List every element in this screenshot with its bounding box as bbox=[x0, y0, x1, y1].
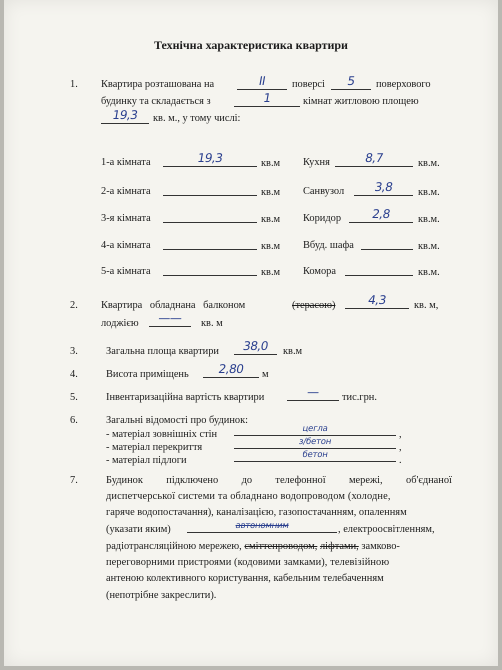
total-area-value: 38,0 bbox=[241, 339, 270, 353]
s7-l5b: замково- bbox=[361, 541, 400, 552]
wardrobe-unit: кв.м. bbox=[418, 241, 440, 252]
inventory-value-unit: тис.грн. bbox=[342, 392, 377, 403]
s7-line-1 bbox=[106, 475, 452, 487]
ceiling-label: - матеріал перекриття bbox=[106, 442, 203, 453]
section-1-number: 1. bbox=[70, 79, 78, 90]
page-title: Технічна характеристика квартири bbox=[154, 38, 348, 52]
s7-line-6: переговорними пристроями (кодовими замками), телевізійною bbox=[106, 557, 390, 568]
floor-value: II bbox=[257, 74, 267, 88]
building-info-label: Загальні відомості про будинок: bbox=[106, 415, 249, 426]
room-3-field bbox=[163, 208, 257, 223]
s7-l1c: до bbox=[241, 475, 253, 486]
s2-text-b: лоджією bbox=[101, 318, 139, 329]
s1-text-d: будинку та складається з bbox=[101, 96, 211, 107]
s7-l5-garbage-chute-struck: сміттепроводом, bbox=[244, 541, 318, 552]
room-4-field bbox=[163, 235, 257, 250]
s1-text-a: Квартира розташована на bbox=[101, 79, 215, 90]
room-5-unit: кв.м bbox=[261, 267, 281, 278]
height-label: Висота приміщень bbox=[106, 369, 189, 380]
bathroom-field bbox=[354, 181, 413, 196]
room-1-field bbox=[163, 152, 257, 167]
s7-line-3: гаряче водопостачання), каналізацією, газопостачанням, опаленням bbox=[106, 507, 407, 518]
s7-l1b: підключено bbox=[166, 475, 219, 486]
heating-type-value: автономним bbox=[234, 521, 290, 531]
living-area-field bbox=[101, 109, 149, 124]
kitchen-unit: кв.м. bbox=[418, 158, 440, 169]
s7-line-2: диспетчерської системи та обладнано водопроводом (холодне, bbox=[106, 491, 391, 502]
room-2-field bbox=[163, 181, 257, 196]
balcony-field bbox=[345, 294, 409, 309]
s1-text-f: кв. м., у тому числі: bbox=[153, 113, 241, 124]
balcony-value: 4,3 bbox=[366, 293, 388, 307]
section-4-number: 4. bbox=[70, 369, 78, 380]
section-5-number: 5. bbox=[70, 392, 78, 403]
total-area-label: Загальна площа квартири bbox=[106, 346, 219, 357]
s7-line-8: (непотрібне закреслити). bbox=[106, 590, 217, 601]
room-4-unit: кв.м bbox=[261, 241, 281, 252]
walls-label: - матеріал зовнішніх стін bbox=[106, 429, 218, 440]
living-area-value: 19,3 bbox=[111, 108, 139, 122]
inventory-value-label: Інвентаризаційна вартість квартири bbox=[106, 392, 265, 403]
corridor-value: 2,8 bbox=[370, 207, 392, 221]
ceiling-value: з/бетон bbox=[298, 437, 332, 447]
room-3-label: 3-я кімната bbox=[101, 213, 151, 224]
s2-terrace-struck: (терасою) bbox=[292, 300, 336, 311]
rooms-count-field bbox=[234, 92, 300, 107]
inventory-value-field bbox=[287, 386, 339, 401]
corridor-label: Коридор bbox=[303, 213, 342, 224]
storage-label: Комора bbox=[303, 266, 336, 277]
room-5-label: 5-а кімната bbox=[101, 266, 151, 277]
document-page bbox=[4, 0, 498, 666]
kitchen-field bbox=[335, 152, 413, 167]
wardrobe-label: Вбуд. шафа bbox=[303, 240, 354, 251]
floor-material-label: - матеріал підлоги bbox=[106, 455, 187, 466]
room-2-label: 2-а кімната bbox=[101, 186, 151, 197]
s7-l1a: Будинок bbox=[106, 475, 143, 486]
s7-l4b: , електроосвітленням, bbox=[338, 524, 435, 535]
total-area-unit: кв.м bbox=[283, 346, 303, 357]
s7-l1f: об'єднаної bbox=[406, 475, 452, 486]
s1-text-e: кімнат житловою площею bbox=[303, 96, 419, 107]
floor-material-value: бетон bbox=[301, 450, 329, 460]
total-area-field bbox=[234, 340, 277, 355]
s2-text-a: Квартира обладнана балконом bbox=[101, 300, 246, 311]
room-4-label: 4-а кімната bbox=[101, 240, 151, 251]
s7-l1e: мережі, bbox=[348, 475, 383, 486]
storage-unit: кв.м. bbox=[418, 267, 440, 278]
inventory-value: — bbox=[306, 385, 320, 399]
corridor-unit: кв.м. bbox=[418, 214, 440, 225]
section-6-number: 6. bbox=[70, 415, 78, 426]
s2-unit: кв. м, bbox=[414, 300, 439, 311]
s7-l5a: радіотрансляційною мережею, bbox=[106, 541, 242, 552]
room-1-unit: кв.м bbox=[261, 158, 281, 169]
kitchen-label: Кухня bbox=[303, 157, 330, 168]
walls-value: цегла bbox=[301, 424, 329, 434]
section-7-number: 7. bbox=[70, 475, 78, 486]
loggia-value: —— bbox=[157, 311, 183, 325]
kitchen-value: 8,7 bbox=[363, 151, 385, 165]
s7-line-7: антеною колективного користування, кабельним телебаченням bbox=[106, 573, 384, 584]
room-3-unit: кв.м bbox=[261, 214, 281, 225]
floor-material-field bbox=[234, 447, 396, 462]
s7-l1d: телефонної bbox=[275, 475, 326, 486]
room-5-field bbox=[163, 261, 257, 276]
section-2-number: 2. bbox=[70, 300, 78, 311]
height-unit: м bbox=[262, 369, 269, 380]
s7-l4a: (указати яким) bbox=[106, 524, 171, 535]
floor-material-end: . bbox=[399, 455, 402, 466]
height-field bbox=[203, 363, 259, 378]
floors-field bbox=[331, 75, 371, 90]
walls-end: , bbox=[399, 429, 402, 440]
ceiling-end: , bbox=[399, 442, 402, 453]
room-2-unit: кв.м bbox=[261, 187, 281, 198]
section-3-number: 3. bbox=[70, 346, 78, 357]
s2-unit2: кв. м bbox=[201, 318, 223, 329]
bathroom-label: Санвузол bbox=[303, 186, 345, 197]
corridor-field bbox=[349, 208, 413, 223]
height-value: 2,80 bbox=[217, 362, 245, 376]
storage-field bbox=[345, 261, 413, 276]
floor-field bbox=[237, 75, 287, 90]
floors-value: 5 bbox=[346, 74, 356, 88]
room-1-label: 1-а кімната bbox=[101, 157, 151, 168]
bathroom-value: 3,8 bbox=[373, 180, 394, 194]
wardrobe-field bbox=[361, 235, 413, 250]
s1-text-b: поверсі bbox=[292, 79, 325, 90]
loggia-field bbox=[149, 312, 191, 327]
bathroom-unit: кв.м. bbox=[418, 187, 440, 198]
heating-type-field bbox=[187, 518, 337, 533]
s7-line-5 bbox=[106, 541, 400, 553]
rooms-count-value: 1 bbox=[262, 91, 272, 105]
room-1-value: 19,3 bbox=[196, 151, 224, 165]
s1-text-c: поверхового bbox=[376, 79, 431, 90]
s7-l5-lifts-struck: ліфтами, bbox=[319, 541, 359, 552]
